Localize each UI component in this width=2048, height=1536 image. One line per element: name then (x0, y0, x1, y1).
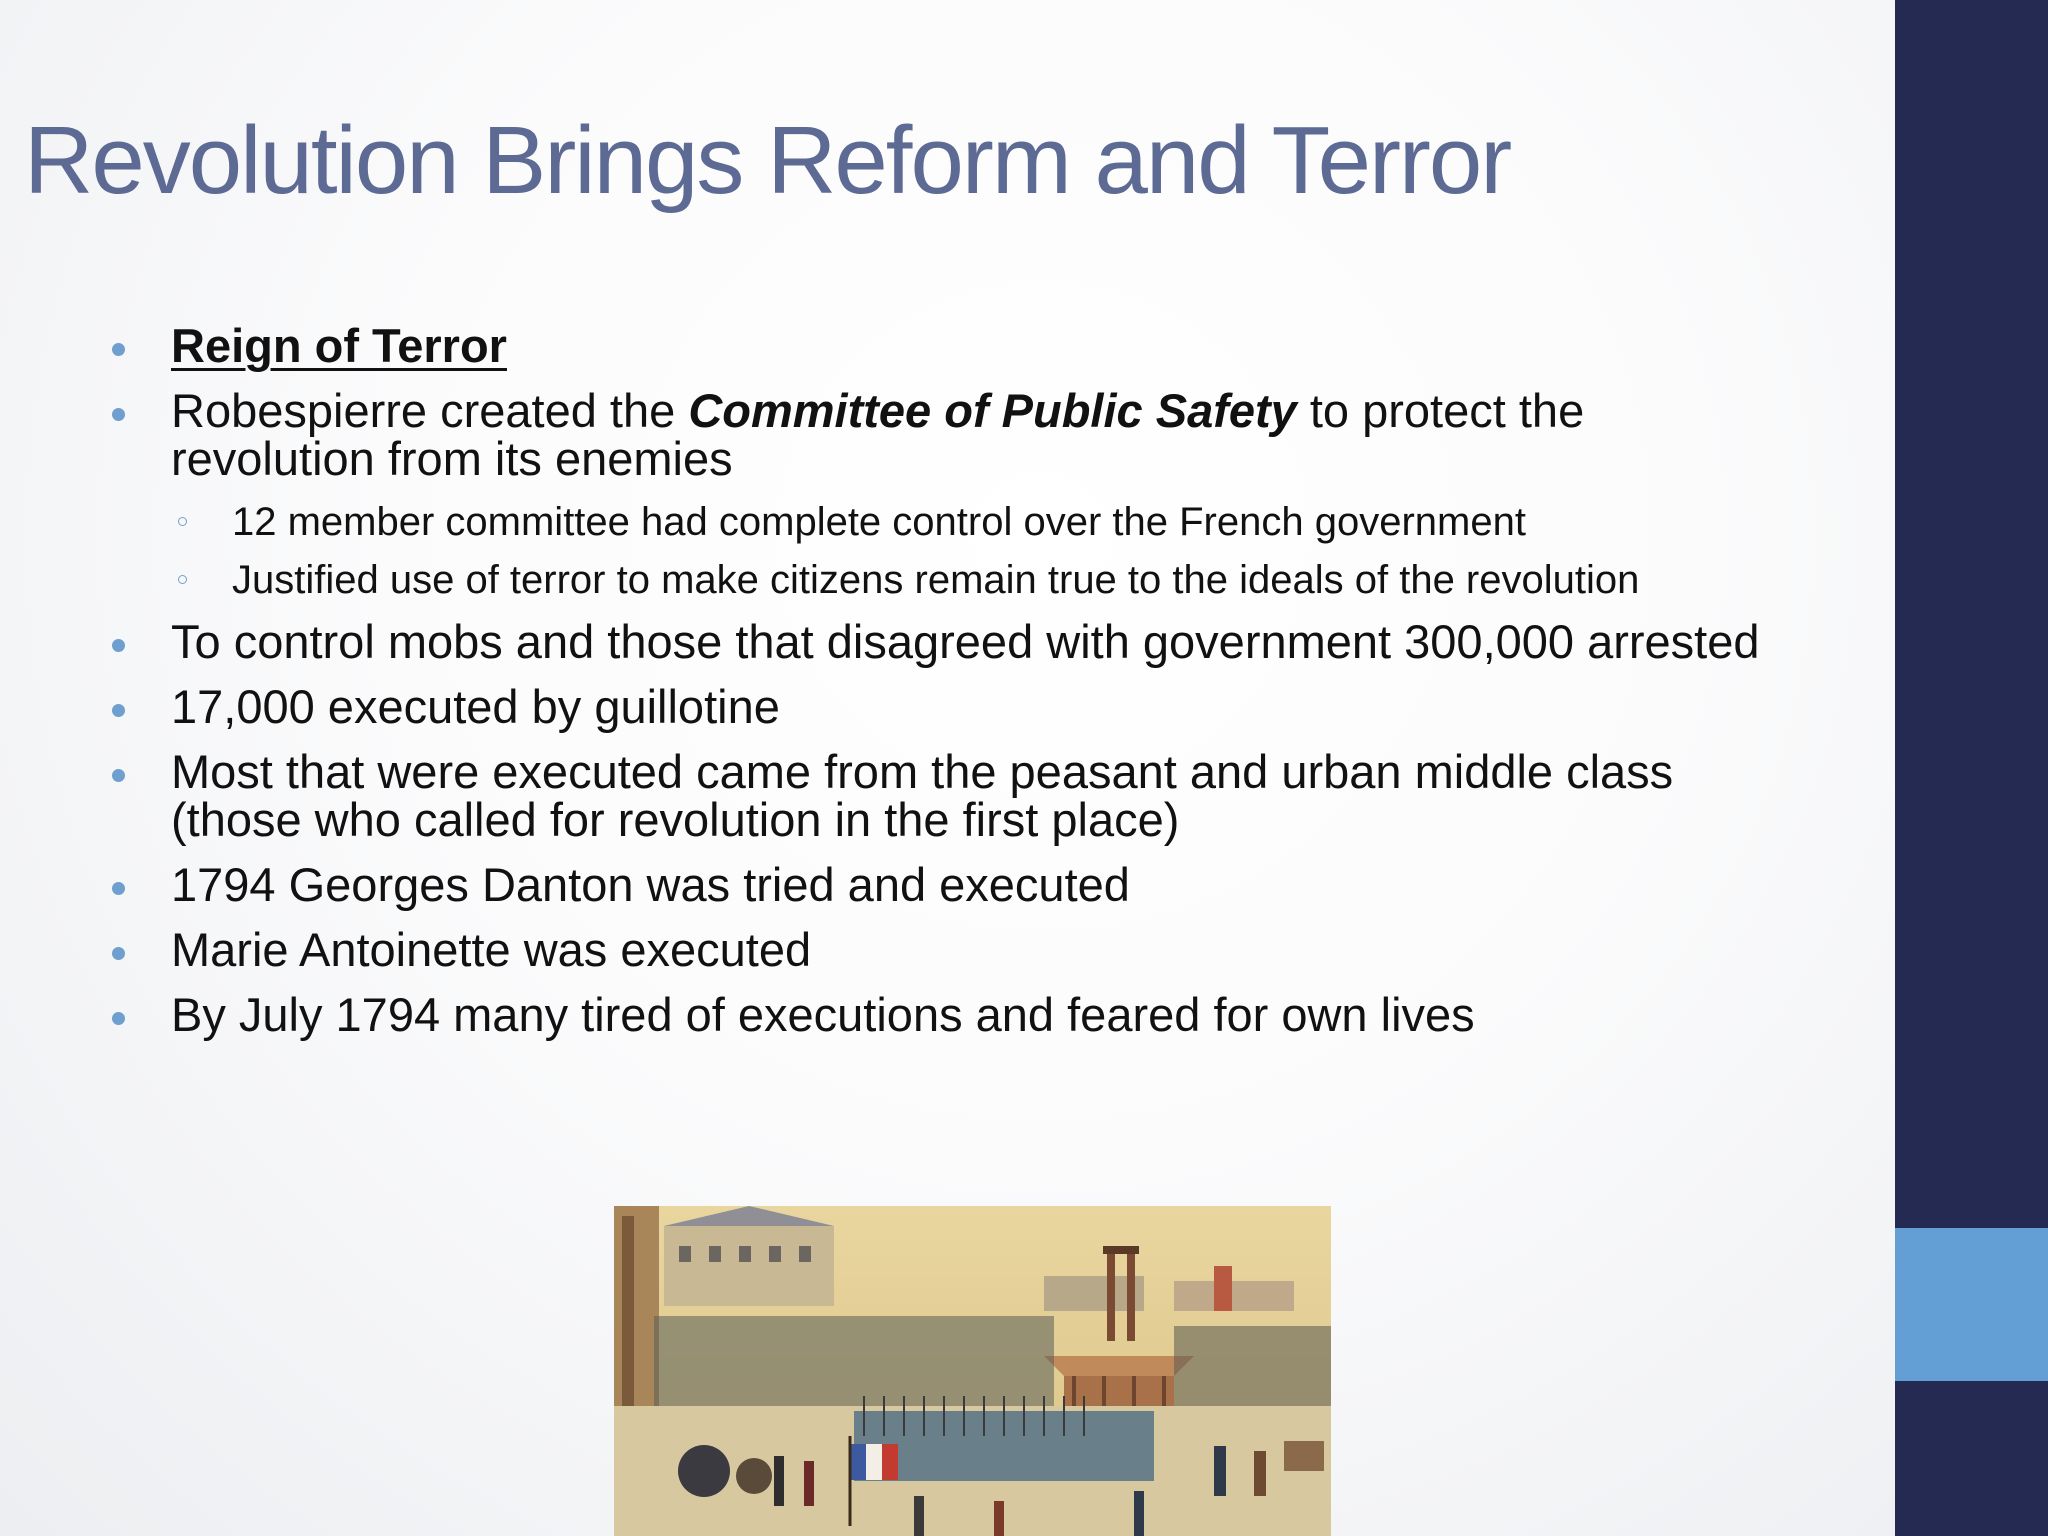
sub-bullet-item (170, 501, 1662, 543)
bullet-text: To control mobs and those that disagreed with government 300,000 arrested (171, 615, 1760, 668)
bullet-item (0, 615, 1771, 668)
bullet-text: Most that were executed came from the peasant and urban middle class (those who called for revolution in the first place) (171, 745, 1674, 846)
sidebar-accent-block (1895, 1228, 2048, 1381)
bullet-item (0, 745, 1771, 846)
bullet-item (0, 858, 1771, 911)
bullet-dot-icon (112, 882, 125, 895)
sub-bullet-text: Justified use of terror to make citizens remain true to the ideals of the revolution (232, 558, 1640, 602)
sub-bullet-ring-icon (178, 517, 187, 526)
bullet-dot-icon (112, 769, 125, 782)
bullet-item (0, 988, 1771, 1041)
sub-bullet-ring-icon (178, 575, 187, 584)
bullet-item (0, 384, 1771, 602)
bullet-dot-icon (112, 704, 125, 717)
bullet-item (0, 923, 1771, 976)
bullet-text: By July 1794 many tired of executions and feared for own lives (171, 988, 1475, 1041)
sub-bullet-list (171, 501, 1771, 601)
bullet-item (0, 680, 1771, 733)
bullet-text: 1794 Georges Danton was tried and executed (171, 858, 1130, 911)
bullet-item (0, 319, 1771, 372)
bullet-text: Marie Antoinette was executed (171, 923, 812, 976)
sub-bullet-text: 12 member committee had complete control over the French government (232, 500, 1526, 544)
guillotine-execution-painting (614, 1206, 1331, 1536)
bullet-dot-icon (112, 1012, 125, 1025)
slide-title: Revolution Brings Reform and Terror (24, 107, 1511, 214)
bullet-emphasis-text: Committee of Public Safety (688, 384, 1297, 437)
bullet-text: 17,000 executed by guillotine (171, 680, 780, 733)
painting-illustration (614, 1206, 1331, 1536)
bullet-dot-icon (112, 343, 125, 356)
bullet-dot-icon (112, 947, 125, 960)
bullet-dot-icon (112, 639, 125, 652)
bullet-text-after: to protect the revolution from its enemies (171, 384, 1585, 485)
bullet-dot-icon (112, 408, 125, 421)
sub-bullet-item (170, 559, 1662, 601)
bullet-list (0, 319, 1860, 1056)
bullet-text-before: Robespierre created the (171, 384, 689, 437)
bullet-heading-text: Reign of Terror (171, 319, 507, 372)
